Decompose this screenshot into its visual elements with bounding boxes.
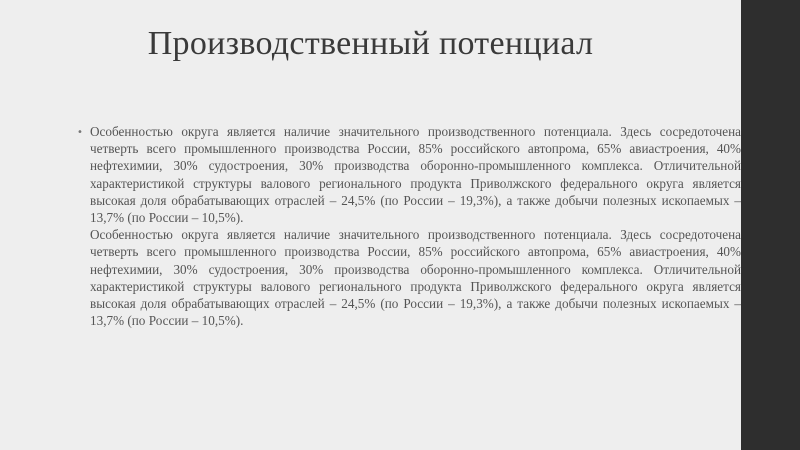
bullet-marker: • <box>77 127 83 138</box>
paragraph-2: Особенностью округа является наличие значительного производственного потенциала. Здесь сосредоточена четверть всего промышленного производства России, 85% российского автопрома, 65% авиастроения, 40% нефтехимии, 30% судостроения, 30% производства оборонно-промышленного комплекса. Отличительной характеристикой структуры валового регионального продукта Приволжского федерального округа является высокая доля обрабатывающих отраслей – 24,5% (по России – 19,3%), а также добычи полезных ископаемых – 13,7% (по России – 10,5%). <box>90 227 741 329</box>
slide-title: Производственный потенциал <box>147 25 594 62</box>
bullet-item <box>90 123 741 329</box>
paragraph-1: Особенностью округа является наличие значительного производственного потенциала. Здесь сосредоточена четверть всего промышленного производства России, 85% российского автопрома, 65% авиастроения, 40% нефтехимии, 30% судостроения, 30% производства оборонно-промышленного комплекса. Отличительной характеристикой структуры валового регионального продукта Приволжского федерального округа является высокая доля обрабатывающих отраслей – 24,5% (по России – 19,3%), а также добычи полезных ископаемых – 13,7% (по России – 10,5%). <box>90 124 741 226</box>
side-bar <box>741 0 800 450</box>
